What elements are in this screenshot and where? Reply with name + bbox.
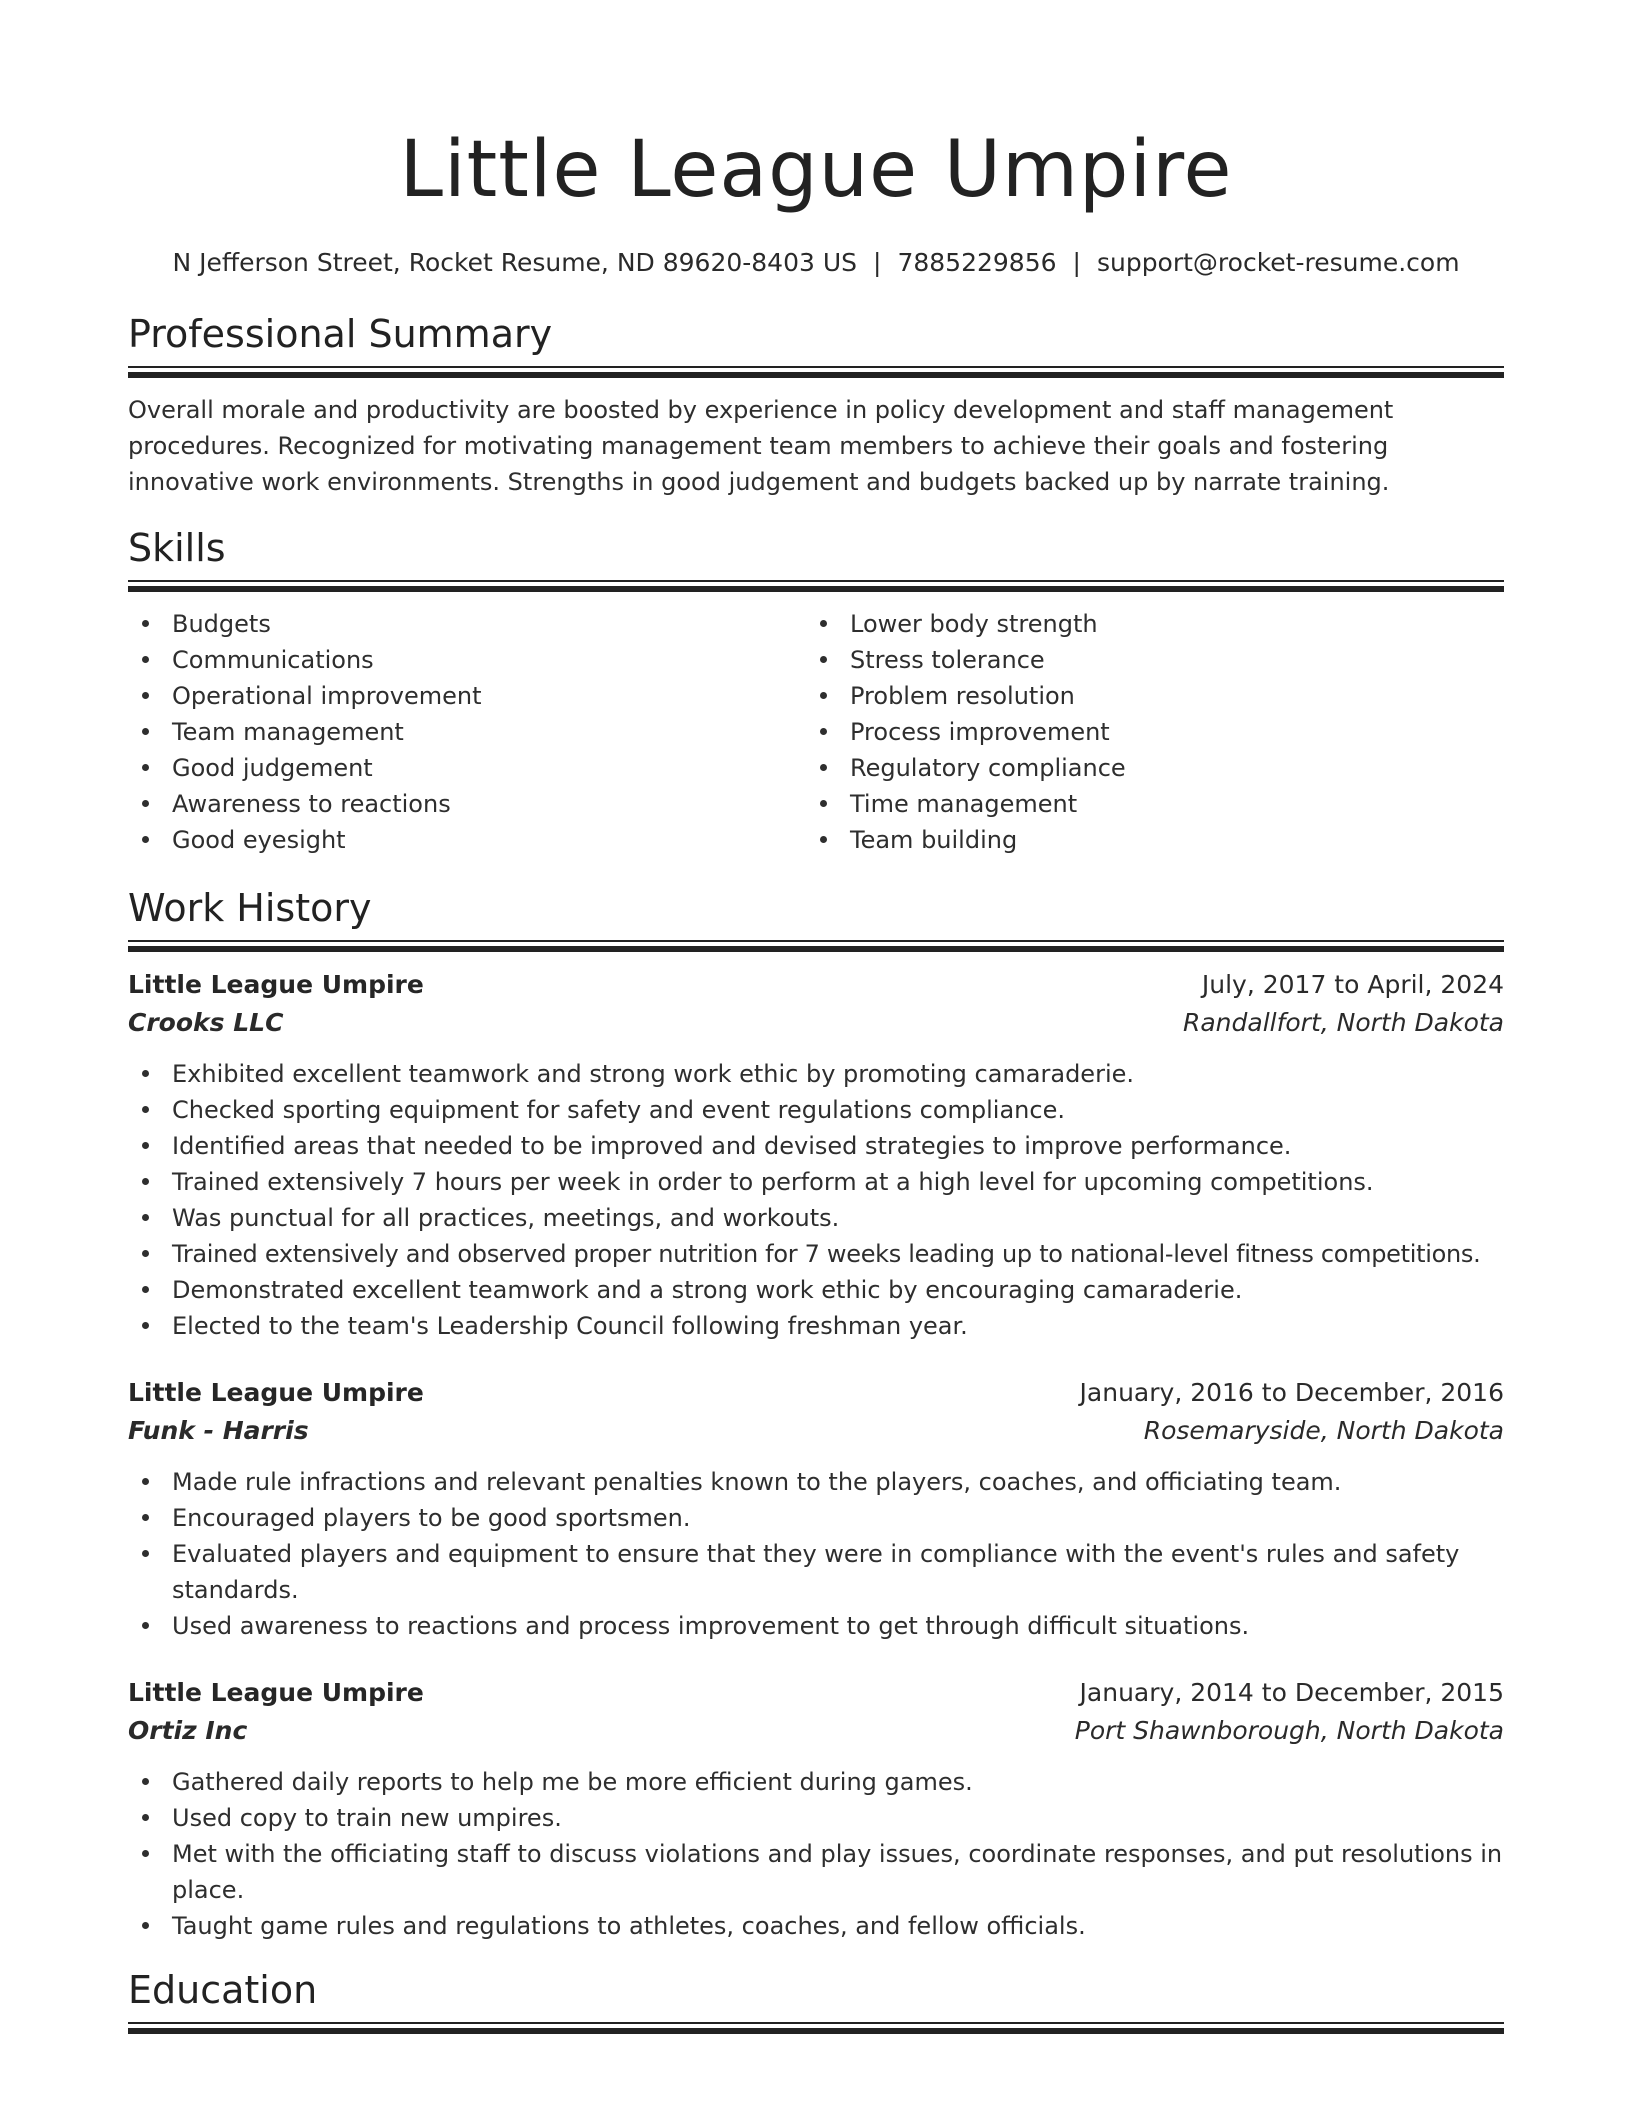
skill-item: Problem resolution: [806, 678, 1484, 714]
job-bullets: [128, 1464, 1504, 1644]
section-rule: [128, 2022, 1504, 2034]
skill-item: Process improvement: [806, 714, 1484, 750]
job-title: Little League Umpire: [128, 1378, 424, 1407]
skills-list-right: [806, 606, 1484, 858]
job-subheader: [128, 1412, 1504, 1450]
resume-name: Little League Umpire: [399, 125, 1233, 215]
job-bullet: Trained extensively and observed proper nutrition for 7 weeks leading up to national-level fitness competitions.: [128, 1236, 1504, 1272]
work-history-heading: Work History: [128, 886, 372, 930]
skill-item: Time management: [806, 786, 1484, 822]
education-heading: Education: [128, 1968, 318, 2012]
job-bullet: Exhibited excellent teamwork and strong work ethic by promoting camaraderie.: [128, 1056, 1504, 1092]
job-location: Randallfort, North Dakota: [1182, 1008, 1504, 1037]
skill-item: Team management: [128, 714, 806, 750]
summary-heading: Professional Summary: [128, 312, 553, 356]
job-company: Crooks LLC: [128, 1008, 284, 1037]
job-bullet: Checked sporting equipment for safety and event regulations compliance.: [128, 1092, 1504, 1128]
job-bullets: [128, 1764, 1504, 1944]
job-title: Little League Umpire: [128, 1678, 424, 1707]
job-subheader: [128, 1712, 1504, 1750]
job-bullet: Evaluated players and equipment to ensure that they were in compliance with the event's rules and safety standards.: [128, 1536, 1504, 1608]
skill-item: Regulatory compliance: [806, 750, 1484, 786]
work-history-section: [128, 884, 1504, 1944]
job-dates: July, 2017 to April, 2024: [1201, 970, 1504, 999]
job-bullets: [128, 1056, 1504, 1344]
job-entry: [128, 1674, 1504, 1944]
job-location: Port Shawnborough, North Dakota: [1074, 1716, 1504, 1745]
summary-section: [128, 310, 1504, 500]
job-dates: January, 2016 to December, 2016: [1079, 1378, 1504, 1407]
job-company: Funk - Harris: [128, 1416, 309, 1445]
job-bullet: Elected to the team's Leadership Council following freshman year.: [128, 1308, 1504, 1344]
job-bullet: Was punctual for all practices, meetings, and workouts.: [128, 1200, 1504, 1236]
contact-separator: |: [873, 248, 882, 277]
job-company: Ortiz Inc: [128, 1716, 248, 1745]
job-header: [128, 966, 1504, 1004]
job-entry: [128, 966, 1504, 1344]
skills-heading: Skills: [128, 526, 226, 570]
job-bullet: Used copy to train new umpires.: [128, 1800, 1504, 1836]
skills-list-left: [128, 606, 806, 858]
job-header: [128, 1374, 1504, 1412]
resume-page: [128, 0, 1504, 2034]
skill-item: Stress tolerance: [806, 642, 1484, 678]
skill-item: Lower body strength: [806, 606, 1484, 642]
job-header: [128, 1674, 1504, 1712]
contact-phone: 7885229856: [897, 248, 1057, 277]
contact-separator: |: [1072, 248, 1081, 277]
job-bullet: Met with the officiating staff to discuss violations and play issues, coordinate responses, and put resolutions in place.: [128, 1836, 1504, 1908]
job-bullet: Trained extensively 7 hours per week in order to perform at a high level for upcoming competitions.: [128, 1164, 1504, 1200]
job-bullet: Demonstrated excellent teamwork and a strong work ethic by encouraging camaraderie.: [128, 1272, 1504, 1308]
job-bullet: Identified areas that needed to be improved and devised strategies to improve performance.: [128, 1128, 1504, 1164]
job-bullet: Used awareness to reactions and process improvement to get through difficult situations.: [128, 1608, 1504, 1644]
skill-item: Good eyesight: [128, 822, 806, 858]
section-rule: [128, 366, 1504, 378]
skill-item: Team building: [806, 822, 1484, 858]
job-title: Little League Umpire: [128, 970, 424, 999]
job-location: Rosemaryside, North Dakota: [1143, 1416, 1504, 1445]
contact-line: [128, 246, 1504, 280]
skill-item: Budgets: [128, 606, 806, 642]
job-bullet: Made rule infractions and relevant penalties known to the players, coaches, and officiating team.: [128, 1464, 1504, 1500]
skill-item: Good judgement: [128, 750, 806, 786]
job-entry: [128, 1374, 1504, 1644]
job-subheader: [128, 1004, 1504, 1042]
skills-columns: [128, 606, 1504, 858]
job-dates: January, 2014 to December, 2015: [1079, 1678, 1504, 1707]
job-bullet: Gathered daily reports to help me be more efficient during games.: [128, 1764, 1504, 1800]
skill-item: Operational improvement: [128, 678, 806, 714]
section-rule: [128, 940, 1504, 952]
summary-text: Overall morale and productivity are boosted by experience in policy development and staff management procedures. Recognized for motivating management team members to achieve their goals and fostering innovative work environments. Strengths in good judgement and budgets backed up by narrate training.: [128, 396, 1394, 496]
skills-section: [128, 524, 1504, 858]
job-bullet: Taught game rules and regulations to athletes, coaches, and fellow officials.: [128, 1908, 1504, 1944]
contact-address: N Jefferson Street, Rocket Resume, ND 89620-8403 US: [172, 248, 858, 277]
contact-email: support@rocket-resume.com: [1096, 248, 1460, 277]
skill-item: Communications: [128, 642, 806, 678]
section-rule: [128, 580, 1504, 592]
job-bullet: Encouraged players to be good sportsmen.: [128, 1500, 1504, 1536]
education-section: [128, 1966, 1504, 2034]
skill-item: Awareness to reactions: [128, 786, 806, 822]
